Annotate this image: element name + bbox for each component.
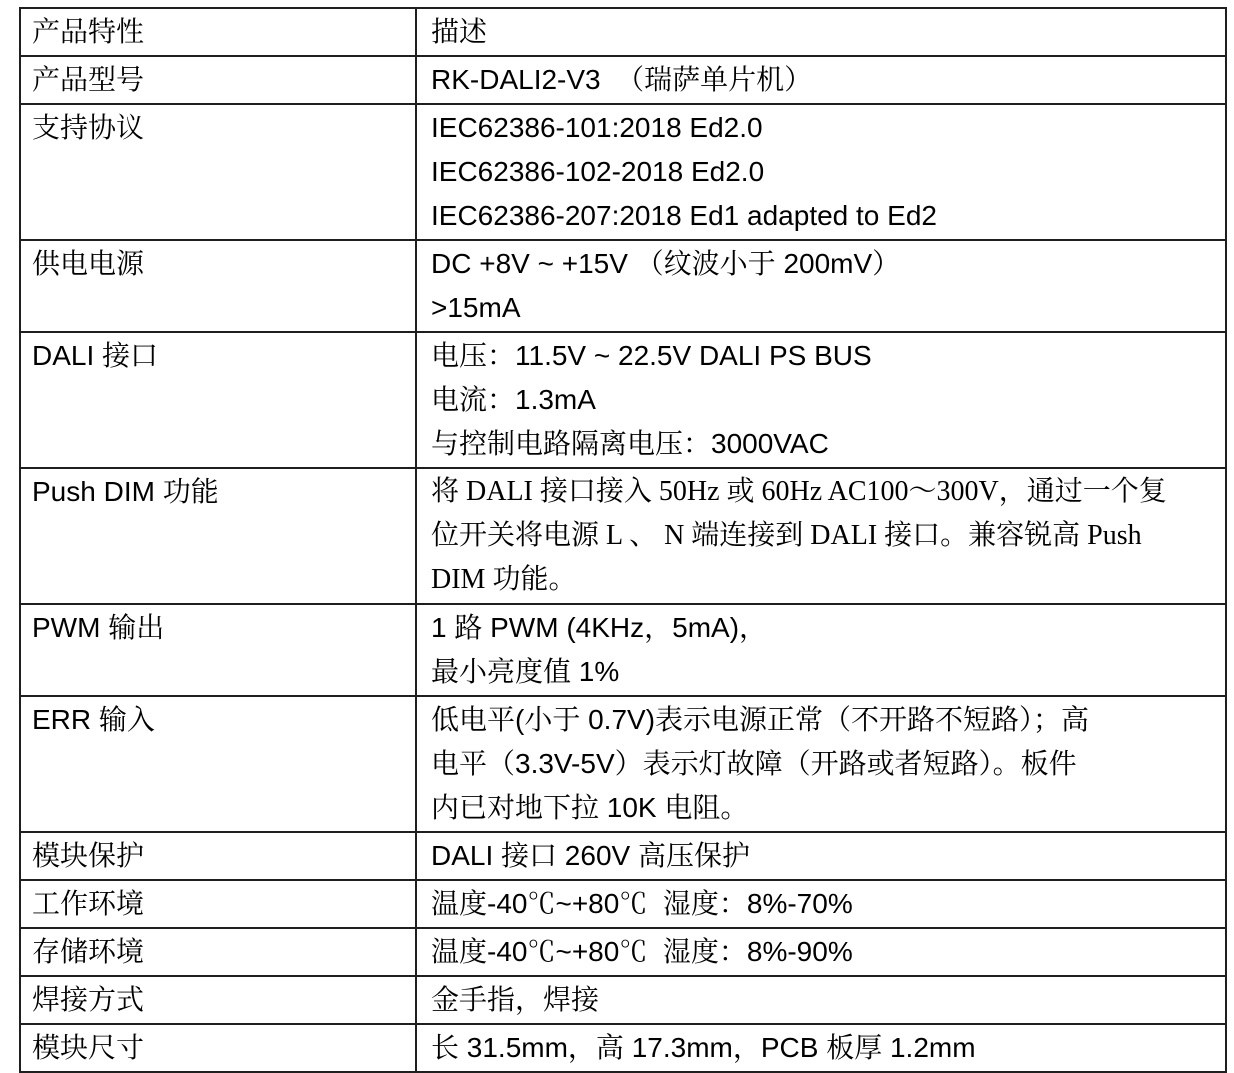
row-product-model — [20, 56, 1226, 104]
spec-label: 支持协议 — [32, 112, 145, 143]
spec-label-cell — [20, 880, 416, 928]
spec-label-cell — [20, 104, 416, 240]
spec-value-line: >15mA — [431, 292, 521, 323]
spec-value-line: 温度-40℃~+80℃ 湿度：8%-70% — [431, 888, 853, 919]
spec-value-line: 位开关将电源 L 、 N 端连接到 DALI 接口。兼容锐高 Push — [431, 520, 1142, 551]
row-pwm-output — [20, 604, 1226, 696]
spec-label-cell — [20, 1024, 416, 1072]
spec-value-line: RK-DALI2-V3 （瑞萨单片机） — [431, 64, 813, 95]
spec-value-line: DIM 功能。 — [431, 564, 577, 595]
spec-value-line: IEC62386-207:2018 Ed1 adapted to Ed2 — [431, 200, 937, 231]
spec-label-cell — [20, 240, 416, 332]
spec-value-cell — [416, 56, 1226, 104]
spec-label-cell — [20, 604, 416, 696]
product-spec-table — [19, 7, 1227, 1073]
spec-label: Push DIM 功能 — [32, 476, 219, 507]
spec-value-line: 长 31.5mm，高 17.3mm，PCB 板厚 1.2mm — [431, 1032, 976, 1063]
spec-value-cell — [416, 332, 1226, 468]
spec-value-line: 最小亮度值 1% — [431, 656, 620, 687]
header-row — [20, 8, 1226, 56]
spec-label-cell — [20, 928, 416, 976]
header-cell-description — [416, 8, 1226, 56]
spec-label-cell — [20, 332, 416, 468]
spec-value-cell — [416, 928, 1226, 976]
spec-value-cell — [416, 1024, 1226, 1072]
spec-value-cell — [416, 976, 1226, 1024]
spec-value-line: DALI 接口 260V 高压保护 — [431, 840, 750, 871]
spec-value-line: 低电平(小于 0.7V)表示电源正常（不开路不短路）；高 — [431, 704, 1090, 735]
spec-label-cell — [20, 468, 416, 604]
spec-label: 产品型号 — [32, 64, 145, 95]
spec-value-cell — [416, 880, 1226, 928]
header-description-label: 描述 — [431, 16, 488, 47]
spec-value-line: 内已对地下拉 10K 电阻。 — [431, 792, 749, 823]
spec-value-cell — [416, 468, 1226, 604]
row-dali-interface — [20, 332, 1226, 468]
spec-value-cell — [416, 696, 1226, 832]
spec-label: 模块尺寸 — [32, 1032, 145, 1063]
spec-label-cell — [20, 976, 416, 1024]
spec-value-line: 电流：1.3mA — [431, 384, 596, 415]
spec-label: PWM 输出 — [32, 612, 165, 643]
spec-value-line: 电压：11.5V ~ 22.5V DALI PS BUS — [431, 340, 872, 371]
spec-label-cell — [20, 832, 416, 880]
row-operating-environment — [20, 880, 1226, 928]
spec-value-line: 将 DALI 接口接入 50Hz 或 60Hz AC100～300V，通过一个复 — [431, 476, 1167, 507]
row-storage-environment — [20, 928, 1226, 976]
spec-label: 焊接方式 — [32, 984, 145, 1015]
row-supported-protocols — [20, 104, 1226, 240]
spec-label-cell — [20, 56, 416, 104]
header-feature-label: 产品特性 — [32, 16, 145, 47]
row-power-supply — [20, 240, 1226, 332]
spec-value-cell — [416, 104, 1226, 240]
spec-value-cell — [416, 240, 1226, 332]
spec-label: 存储环境 — [32, 936, 145, 967]
row-err-input — [20, 696, 1226, 832]
spec-value-line: 温度-40℃~+80℃ 湿度：8%-90% — [431, 936, 853, 967]
spec-value-cell — [416, 604, 1226, 696]
spec-value-cell — [416, 832, 1226, 880]
row-module-dimensions — [20, 1024, 1226, 1072]
spec-value-line: 与控制电路隔离电压：3000VAC — [431, 428, 829, 459]
spec-value-line: 电平（3.3V-5V）表示灯故障（开路或者短路）。板件 — [431, 748, 1077, 779]
row-soldering-method — [20, 976, 1226, 1024]
spec-label: 工作环境 — [32, 888, 145, 919]
spec-label-cell — [20, 696, 416, 832]
row-push-dim — [20, 468, 1226, 604]
header-cell-feature — [20, 8, 416, 56]
spec-value-line: 金手指，焊接 — [431, 984, 600, 1015]
spec-label: 供电电源 — [32, 248, 145, 279]
row-module-protection — [20, 832, 1226, 880]
spec-value-line: 1 路 PWM (4KHz，5mA)， — [431, 612, 768, 643]
spec-value-line: IEC62386-101:2018 Ed2.0 — [431, 112, 763, 143]
spec-label: DALI 接口 — [32, 340, 159, 371]
spec-label: ERR 输入 — [32, 704, 155, 735]
spec-value-line: IEC62386-102-2018 Ed2.0 — [431, 156, 765, 187]
spec-value-line: DC +8V ~ +15V （纹波小于 200mV） — [431, 248, 901, 279]
spec-label: 模块保护 — [32, 840, 145, 871]
